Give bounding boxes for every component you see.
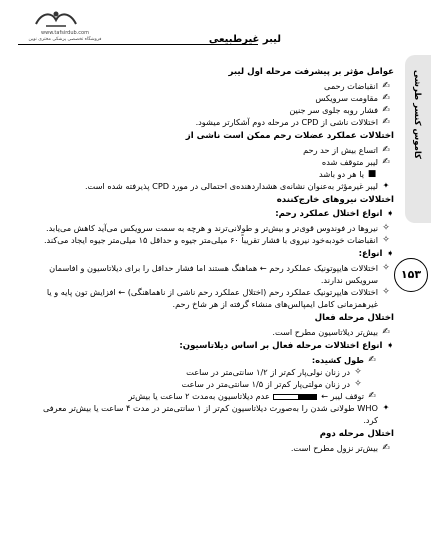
section-heading: اختلال مرحله دوم xyxy=(319,429,394,439)
list-item xyxy=(28,378,394,390)
list-item-text: مقاومت سرویکس xyxy=(315,93,378,103)
checkmark-icon: ✍ xyxy=(382,105,390,115)
list-item-text: اختلالات هایپوتونیک عملکرد رحم ← هماهنگ هستند اما فشار حداقل را برای دیلاتاسیون و افاسمان سرویکس ندارند. xyxy=(49,263,378,285)
checkmark-icon: ✍ xyxy=(382,93,390,103)
list-item-text xyxy=(28,390,364,402)
chapter-title: لیبر غیرطبیعی xyxy=(208,34,281,45)
note-item xyxy=(28,180,394,192)
page-content xyxy=(28,64,394,454)
list-item xyxy=(28,156,394,168)
list-item xyxy=(28,116,394,128)
diamond-bullet-icon: ✧ xyxy=(382,287,390,297)
list-item-text: اتساع بیش از حد رحم xyxy=(303,145,378,155)
bullet-icon: ■ xyxy=(367,169,377,179)
list-item-text: یا هر دو باشد xyxy=(319,169,364,179)
section-heading: اختلال مرحله فعال xyxy=(314,313,394,323)
diamond-bullet-icon: ✧ xyxy=(354,379,362,389)
list-item-text: اختلالات هایپرتونیک عملکرد رحم (اختلال عملکرد رحم ناشی از ناهماهنگی) ← افزایش تون پایه و یا غیرهمزمانی کامل ایمپالس‌های منشاء گرفته از هر شاخ رحم. xyxy=(46,287,378,309)
section-heading: عوامل مؤثر بر پیشرفت مرحله اول لیبر xyxy=(228,67,394,77)
list-item xyxy=(28,390,394,402)
list-item-text: انقباضات رحمی xyxy=(324,81,378,91)
list-item-text: نیروها در فوندوس قوی‌تر و بیش‌تر و طولانی‌ترند و هرچه به سمت سرویکس می‌آید کاهش می‌یابد. xyxy=(46,223,378,233)
note-text: لیبر غیرمؤثر به‌عنوان نشانه‌ی هشداردهنده‌ی احتمالی در مورد CPD پذیرفته شده است. xyxy=(84,181,378,191)
arrest-description: عدم دیلاتاسیون به‌مدت ۲ ساعت یا بیش‌تر xyxy=(128,391,270,401)
diamond-bullet-icon: ✧ xyxy=(382,263,390,273)
progress-bar-icon xyxy=(273,394,317,400)
logo-subtitle: فروشگاه تخصصی پزشکی مختری نوین xyxy=(28,37,102,42)
side-tab-label: کاموس کنسر طرشی xyxy=(412,70,422,159)
list-item xyxy=(28,234,394,246)
checkmark-icon: ✍ xyxy=(382,117,390,127)
list-item-text: در زنان مولتی‌پار کم‌تر از ۱/۵ سانتی‌متر در ساعت xyxy=(181,379,350,389)
diamond-bullet-icon: ✧ xyxy=(382,223,390,233)
publisher-logo xyxy=(10,8,125,46)
diamond-bullet-icon: ✧ xyxy=(354,367,362,377)
star-icon xyxy=(378,402,394,414)
list-item xyxy=(28,442,394,454)
list-item xyxy=(28,326,394,338)
list-item xyxy=(28,80,394,92)
list-item xyxy=(28,354,394,366)
list-item xyxy=(28,104,394,116)
checkmark-icon: ✍ xyxy=(382,145,390,155)
subsection-heading: ➧ انواع اختلالات مرحله فعال بر اساس دیلاتاسیون: xyxy=(28,340,394,352)
arrest-label: توقف لیبر ← xyxy=(321,391,364,401)
list-item-text: انقباضات خودبه‌خود نیروی با فشار تقریباً ۶۰ میلی‌متر جیوه و حداقل ۱۵ میلی‌متر جیوه ایجاد می‌کند. xyxy=(43,235,378,245)
checkmark-icon: ✍ xyxy=(368,355,376,365)
subsection-heading: ➧ انواع: xyxy=(28,248,394,260)
list-item xyxy=(28,168,394,180)
logo-url: www.tafsirdub.com xyxy=(41,30,89,36)
list-item-text: اختلالات ناشی از CPD در مرحله دوم آشکارتر میشود. xyxy=(195,117,378,127)
subsection-heading: ➧ انواع اختلال عملکرد رحم: xyxy=(28,208,394,220)
list-item-text: بیش‌تر دیلاتاسیون مطرح است. xyxy=(272,327,378,337)
list-item-text: طول کشیده: xyxy=(311,355,364,365)
list-item-text: فشار روبه جلوی سر جنین xyxy=(289,105,378,115)
diamond-bullet-icon: ✧ xyxy=(382,235,390,245)
list-item xyxy=(28,286,394,310)
list-item xyxy=(28,366,394,378)
note-text: WHO طولانی شدن را به‌صورت دیلاتاسیون کم‌تر از ۱ سانتی‌متر در مدت ۴ ساعت یا بیش‌تر معرفی کرد. xyxy=(42,403,378,425)
logo-mark-icon xyxy=(32,8,80,30)
list-item xyxy=(28,144,394,156)
list-item xyxy=(28,262,394,286)
section-heading: اختلالات نیروهای خارج‌کننده xyxy=(276,195,394,205)
list-item-text: در زنان نولی‌پار کم‌تر از ۱/۲ سانتی‌متر در ساعت xyxy=(186,367,350,377)
list-item-text: بیش‌تر نزول مطرح است. xyxy=(290,443,378,453)
list-item-text: لیبر متوقف شده xyxy=(321,157,378,167)
list-item xyxy=(28,222,394,234)
note-item xyxy=(28,402,394,426)
checkmark-icon: ✍ xyxy=(382,327,390,337)
list-item xyxy=(28,92,394,104)
section-heading: اختلالات عملکرد عضلات رحم ممکن است ناشی از xyxy=(185,131,394,141)
checkmark-icon: ✍ xyxy=(382,443,390,453)
header-divider xyxy=(18,44,258,45)
checkmark-icon: ✍ xyxy=(368,391,376,401)
star-icon xyxy=(378,180,394,192)
checkmark-icon: ✍ xyxy=(382,157,390,167)
page-number: ۱۵۳ xyxy=(394,258,428,292)
checkmark-icon: ✍ xyxy=(382,81,390,91)
